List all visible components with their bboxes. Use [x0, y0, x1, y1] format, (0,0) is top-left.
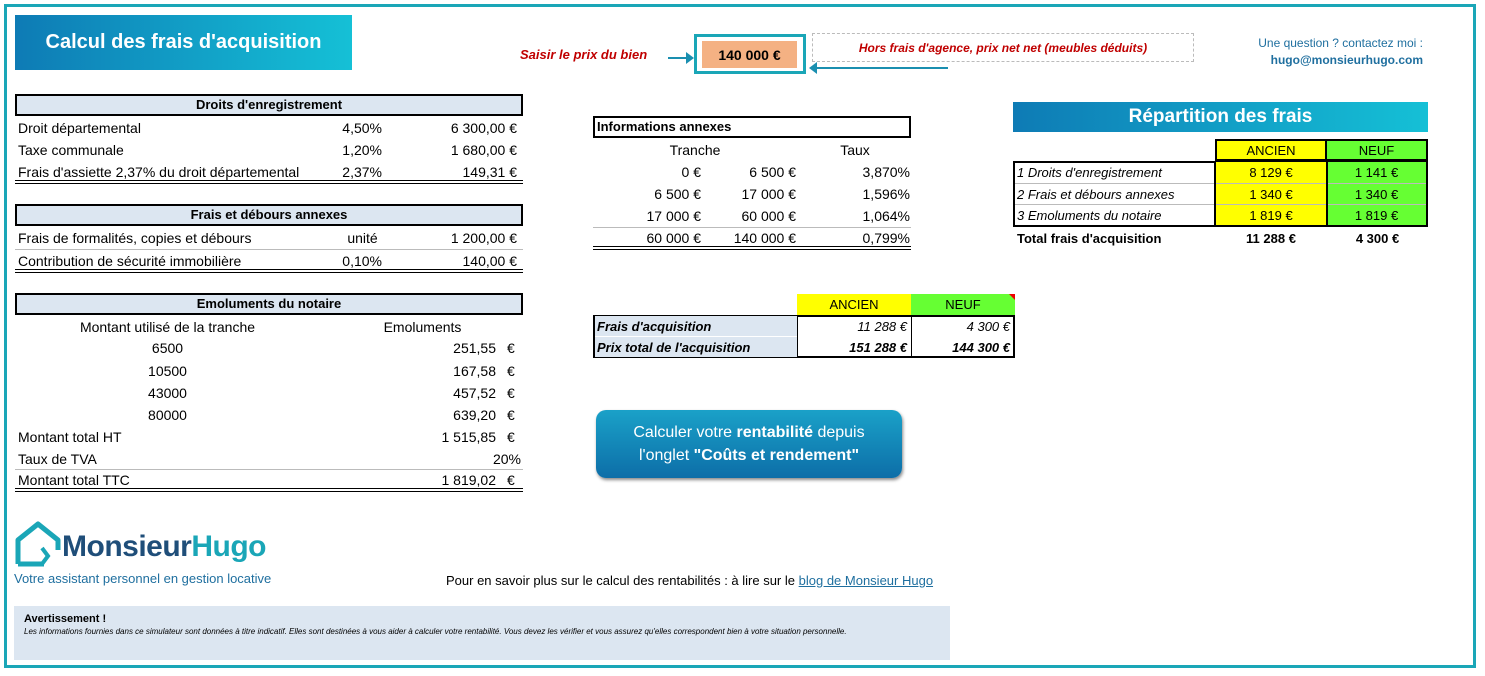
droits-row-label: Frais d'assiette 2,37% du droit départemental — [18, 164, 300, 180]
droits-row-rate: 1,20% — [342, 142, 382, 158]
contact-block — [1258, 35, 1423, 69]
emol-total-ttc-label: Montant total TTC — [18, 472, 130, 488]
emol-row-value: 457,52 — [453, 385, 496, 401]
summary-row-label: Frais d'acquisition — [595, 316, 797, 336]
repartition-row-neuf: 1 819 € — [1327, 205, 1426, 225]
infos-row-to: 6 500 € — [749, 164, 796, 180]
warning-box — [14, 606, 950, 660]
frais-row-rate: 0,10% — [342, 253, 382, 269]
emol-row-value: 639,20 — [453, 407, 496, 423]
repartition-total-ancien: 11 288 € — [1246, 231, 1296, 246]
frais-row-amount: 1 200,00 € — [450, 230, 517, 246]
divider — [15, 180, 523, 184]
frais-header: Frais et débours annexes — [15, 204, 523, 226]
emoluments-col-tranche: Montant utilisé de la tranche — [79, 319, 256, 335]
infos-row-from: 60 000 € — [646, 230, 701, 246]
infos-row-rate: 1,064% — [862, 208, 910, 224]
emol-row-amount: 6500 — [151, 340, 184, 356]
frais-row-label: Frais de formalités, copies et débours — [18, 230, 252, 246]
brand-tagline: Votre assistant personnel en gestion locative — [14, 571, 272, 586]
emol-row-currency: € — [507, 385, 515, 401]
infos-header: Informations annexes — [593, 116, 911, 138]
emoluments-col-emol: Emoluments — [383, 319, 462, 335]
price-note: Hors frais d'agence, prix net net (meubles déduits) — [812, 33, 1194, 62]
repartition-row-label: 3 Emoluments du notaire — [1017, 208, 1162, 223]
brand-logo: MonsieurHugo — [62, 530, 266, 563]
emol-tva: 20% — [492, 451, 521, 467]
repartition-col-ancien: ANCIEN — [1215, 139, 1327, 161]
repartition-total-label: Total frais d'acquisition — [1017, 231, 1162, 246]
repartition-row-ancien: 8 129 € — [1215, 162, 1327, 183]
rentabilite-button[interactable] — [596, 410, 902, 478]
emol-row-currency: € — [507, 363, 515, 379]
arrowhead-right-icon — [686, 52, 694, 64]
droits-row-amount: 1 680,00 € — [450, 142, 517, 158]
cta-line-1: Calculer votre rentabilité depuis — [633, 424, 865, 441]
summary-row-neuf: 4 300 € — [966, 318, 1010, 334]
divider — [593, 246, 911, 250]
emol-row-amount: 43000 — [148, 385, 187, 401]
frais-row-rate: unité — [347, 230, 378, 246]
summary-row-ancien: 11 288 € — [857, 318, 907, 334]
arrow-left-icon — [815, 67, 948, 69]
divider — [1214, 161, 1216, 227]
emol-row-currency: € — [507, 407, 515, 423]
frais-row-amount: 140,00 € — [462, 253, 517, 269]
repartition-row-ancien: 1 340 € — [1215, 184, 1327, 205]
infos-row-to: 140 000 € — [733, 230, 796, 246]
infos-row-to: 17 000 € — [741, 186, 796, 202]
droits-row-amount: 6 300,00 € — [450, 120, 517, 136]
infos-row-rate: 1,596% — [862, 186, 910, 202]
repartition-row-label: 1 Droits d'enregistrement — [1017, 165, 1162, 180]
emol-row-value: 167,58 — [453, 363, 496, 379]
repartition-header: Répartition des frais — [1013, 102, 1428, 132]
emoluments-header: Emoluments du notaire — [15, 293, 523, 315]
price-label: Saisir le prix du bien — [520, 47, 648, 62]
droits-row-amount: 149,31 € — [462, 164, 517, 180]
emol-row-amount: 80000 — [148, 407, 187, 423]
blog-link[interactable]: blog de Monsieur Hugo — [798, 573, 934, 588]
infos-col-tranche: Tranche — [669, 142, 721, 158]
emol-total-ht-label: Montant total HT — [18, 429, 122, 445]
divider — [1326, 161, 1328, 227]
repartition-total-neuf: 4 300 € — [1355, 231, 1400, 246]
emol-tva-label: Taux de TVA — [18, 451, 97, 467]
emol-total-ttc-currency: € — [507, 472, 515, 488]
infos-row-from: 17 000 € — [646, 208, 701, 224]
frais-row-label: Contribution de sécurité immobilière — [18, 253, 242, 269]
emol-total-ttc: 1 819,02 — [441, 472, 496, 488]
infos-row-rate: 3,870% — [862, 164, 910, 180]
summary-row-ancien: 151 288 € — [849, 339, 907, 355]
page-title: Calcul des frais d'acquisition — [15, 15, 352, 70]
blog-line: Pour en savoir plus sur le calcul des rentabilités : à lire sur le blog de Monsieur Hugo — [446, 573, 934, 588]
emol-row-value: 251,55 — [453, 340, 496, 356]
divider — [797, 315, 798, 358]
infos-row-to: 60 000 € — [741, 208, 796, 224]
price-input[interactable]: 140 000 € — [702, 41, 797, 68]
divider — [1015, 204, 1426, 205]
repartition-row-label: 2 Frais et débours annexes — [1017, 187, 1175, 202]
droits-header: Droits d'enregistrement — [15, 94, 523, 116]
warning-body: Les informations fournies dans ce simulateur sont données à titre indicatif. Elles sont destinées à vous aider à calculer votre rentabilité. Vous devez les vérifier et vous assurez qu'elles correspondent bien à votre situation personnelle. — [24, 627, 847, 636]
divider — [15, 269, 523, 273]
repartition-col-neuf: NEUF — [1327, 139, 1428, 161]
infos-row-from: 6 500 € — [654, 186, 701, 202]
contact-email[interactable]: hugo@monsieurhugo.com — [1270, 53, 1423, 67]
repartition-row-neuf: 1 141 € — [1327, 162, 1426, 183]
emol-total-ht: 1 515,85 — [441, 429, 496, 445]
repartition-row-neuf: 1 340 € — [1327, 184, 1426, 205]
droits-row-label: Taxe communale — [18, 142, 124, 158]
divider — [15, 488, 523, 492]
divider — [1015, 183, 1426, 184]
emol-row-currency: € — [507, 340, 515, 356]
comment-marker-icon — [1009, 294, 1015, 300]
contact-question: Une question ? contactez moi : — [1258, 36, 1423, 50]
droits-row-rate: 2,37% — [342, 164, 382, 180]
warning-title: Avertissement ! — [24, 613, 107, 625]
emol-row-amount: 10500 — [148, 363, 187, 379]
repartition-row-ancien: 1 819 € — [1215, 205, 1327, 225]
cta-line-2: l'onglet "Coûts et rendement" — [638, 447, 860, 464]
divider — [911, 315, 912, 358]
infos-row-rate: 0,799% — [862, 230, 910, 246]
summary-row-label: Prix total de l'acquisition — [595, 337, 797, 357]
droits-row-label: Droit départemental — [18, 120, 141, 136]
summary-col-ancien: ANCIEN — [797, 294, 911, 315]
house-logo-icon — [14, 520, 62, 568]
infos-row-from: 0 € — [681, 164, 701, 180]
summary-col-neuf: NEUF — [911, 294, 1015, 315]
summary-row-neuf: 144 300 € — [952, 339, 1010, 355]
emol-total-ht-currency: € — [507, 429, 515, 445]
droits-row-rate: 4,50% — [342, 120, 382, 136]
infos-col-taux: Taux — [840, 142, 870, 158]
